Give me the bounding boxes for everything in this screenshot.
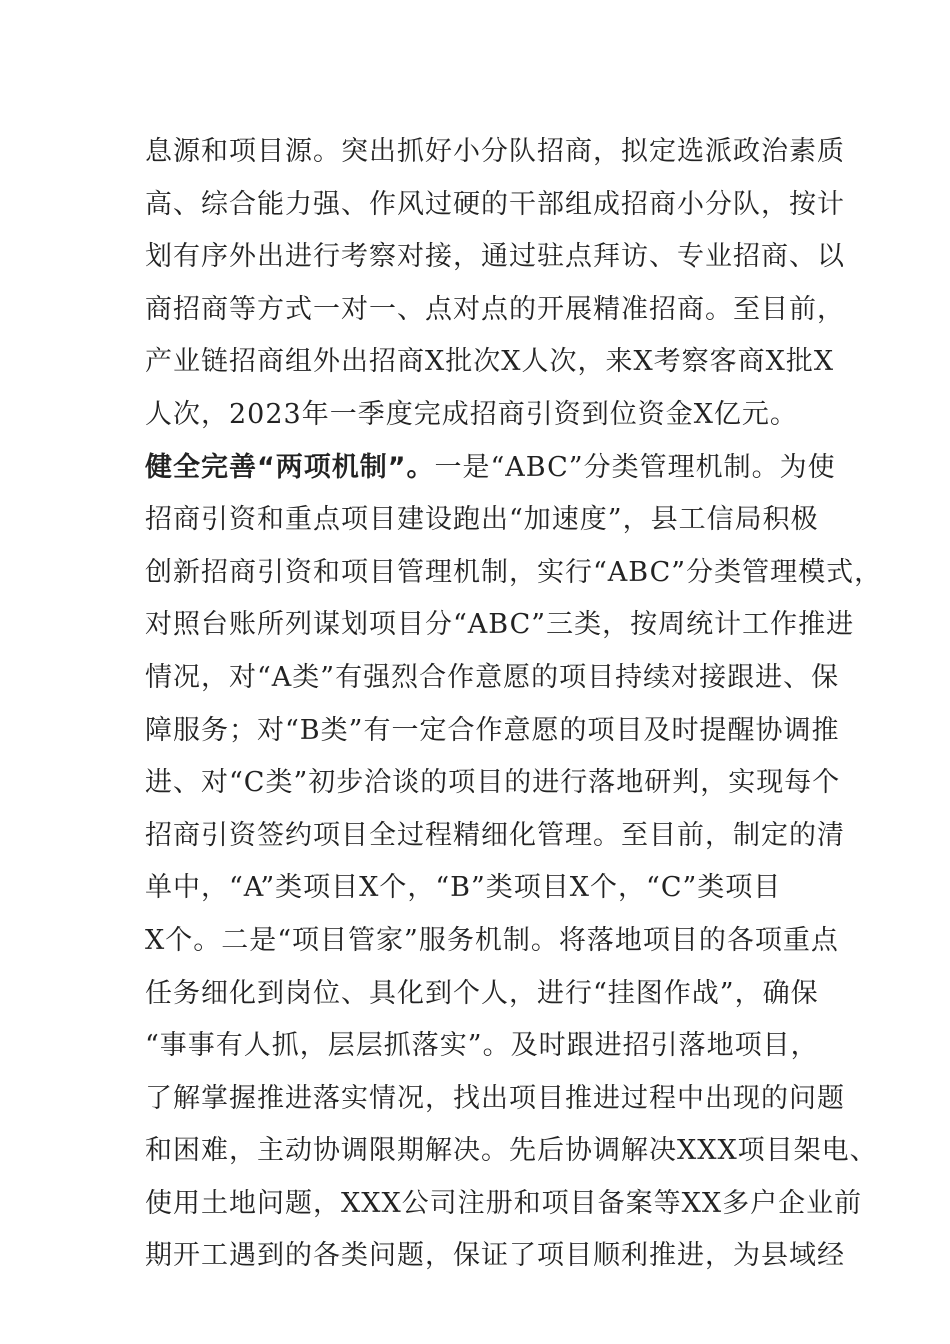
text-line-4: 商招商等方式一对一、点对点的开展精准招商。至目前， [145,293,845,325]
text-line-13: 进、对“C类”初步洽谈的项目的进行落地研判，实现每个 [145,767,841,799]
body-text [145,126,883,1283]
text-line-14: 招商引资签约项目全过程精细化管理。至目前，制定的清 [145,819,845,851]
text-line-20: 和困难，主动协调限期解决。先后协调解决XXX项目架电、 [145,1135,878,1167]
text-line-1: 息源和项目源。突出抓好小分队招商，拟定选派政治素质 [145,136,845,167]
text-line-11: 情况，对“A类”有强烈合作意愿的项目持续对接跟进、保 [145,661,840,693]
text-line-5: 产业链招商组外出招商X批次X人次，来X考察客商X批X [145,346,835,378]
text-line-19: 了解掌握推进落实情况，找出项目推进过程中出现的问题 [145,1082,845,1114]
section-heading: 健全完善“两项机制”。 [145,451,435,483]
text-line-10: 对照台账所列谋划项目分“ABC”三类，按周统计工作推进 [145,609,855,641]
text-line-9: 创新招商引资和项目管理机制，实行“ABC”分类管理模式， [145,556,883,588]
text-line-21: 使用土地问题，XXX公司注册和项目备案等XX多户企业前 [145,1187,863,1219]
text-line-2: 高、综合能力强、作风过硬的干部组成招商小分队，按计 [145,188,845,220]
section-heading-line [145,442,836,495]
text-line-16: X个。二是“项目管家”服务机制。将落地项目的各项重点 [145,924,839,956]
text-line-3: 划有序外出进行考察对接，通过驻点拜访、专业招商、以 [145,241,845,273]
text-line-17: 任务细化到岗位、具化到个人，进行“挂图作战”，确保 [145,977,819,1009]
text-line-22: 期开工遇到的各类问题，保证了项目顺利推进，为县域经 [145,1240,845,1272]
text-line-6: 人次，2023年一季度完成招商引资到位资金X亿元。 [145,398,798,430]
section-heading-rest: 一是“ABC”分类管理机制。为使 [434,451,836,483]
text-line-15: 单中，“A”类项目X个，“B”类项目X个，“C”类项目 [145,872,782,904]
text-line-18: “事事有人抓，层层抓落实”。及时跟进招引落地项目， [145,1030,819,1062]
text-line-8: 招商引资和重点项目建设跑出“加速度”，县工信局积极 [145,504,819,536]
text-line-12: 障服务；对“B类”有一定合作意愿的项目及时提醒协调推 [145,714,840,746]
